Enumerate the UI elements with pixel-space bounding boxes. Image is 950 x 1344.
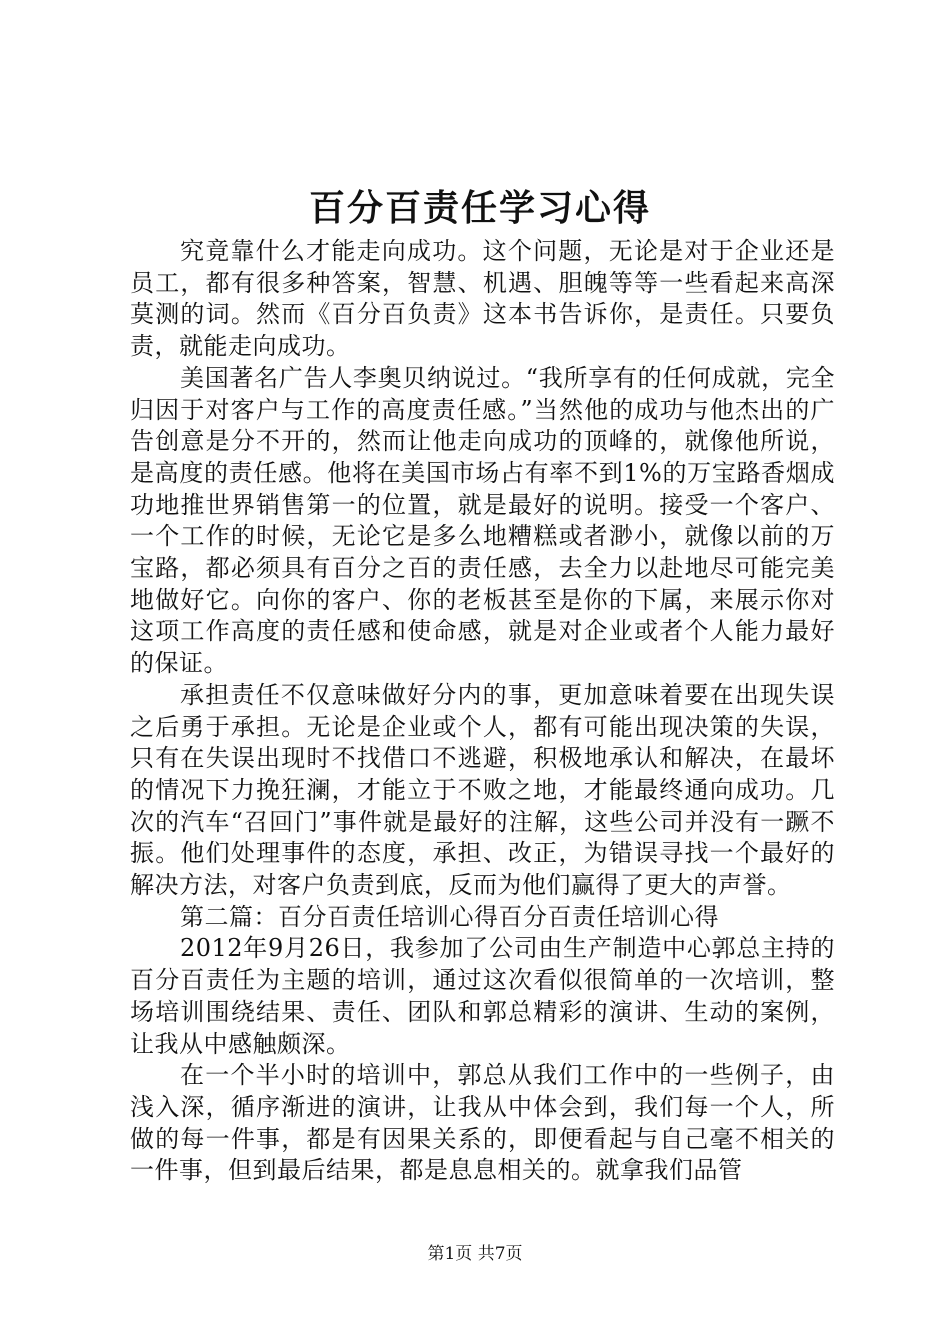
paragraph: 在一个半小时的培训中，郭总从我们工作中的一些例子，由浅入深，循序渐进的演讲，让我从中体会到，我们每一个人，所做的每一件事，都是有因果关系的，即便看起与自己毫不相关的一件事，但到最后结果，都是息息相关的。就拿我们品管: [130, 1061, 835, 1185]
paragraph: 承担责任不仅意味做好分内的事，更加意味着要在出现失误之后勇于承担。无论是企业或个人，都有可能出现决策的失误，只有在失误出现时不找借口不逃避，积极地承认和解决，在最坏的情况下力挽狂澜，才能立于不败之地，才能最终通向成功。几次的汽车“召回门”事件就是最好的注解，这些公司并没有一蹶不振。他们处理事件的态度，承担、改正，为错误寻找一个最好的解决方法，对客户负责到底，反而为他们赢得了更大的声誉。: [130, 680, 835, 900]
document-title: 百分百责任学习心得: [308, 187, 651, 229]
document-body: [130, 236, 835, 1187]
paragraph: 究竟靠什么才能走向成功。这个问题，无论是对于企业还是员工，都有很多种答案，智慧、机遇、胆魄等等一些看起来高深莫测的词。然而《百分百负责》这本书告诉你，是责任。只要负责，就能走向成功。: [130, 237, 835, 361]
section-heading: 第二篇：百分百责任培训心得百分百责任培训心得: [180, 902, 719, 931]
page-number-footer: 第1页 共7页: [427, 1244, 523, 1264]
paragraph: 美国著名广告人李奥贝纳说过。“我所享有的任何成就，完全归因于对客户与工作的高度责任感。”当然他的成功与他杰出的广告创意是分不开的，然而让他走向成功的顶峰的，就像他所说，是高度的责任感。他将在美国市场占有率不到1%的万宝路香烟成功地推世界销售第一的位置，就是最好的说明。接受一个客户、一个工作的时候，无论它是多么地糟糕或者渺小，就像以前的万宝路，都必须具有百分之百的责任感，去全力以赴地尽可能完美地做好它。向你的客户、你的老板甚至是你的下属，来展示你对这项工作高度的责任感和使命感，就是对企业或者个人能力最好的保证。: [130, 363, 835, 678]
paragraph: 2012年9月26日，我参加了公司由生产制造中心郭总主持的百分百责任为主题的培训，通过这次看似很简单的一次培训，整场培训围绕结果、责任、团队和郭总精彩的演讲、生动的案例，让我从中感触颇深。: [130, 934, 835, 1058]
